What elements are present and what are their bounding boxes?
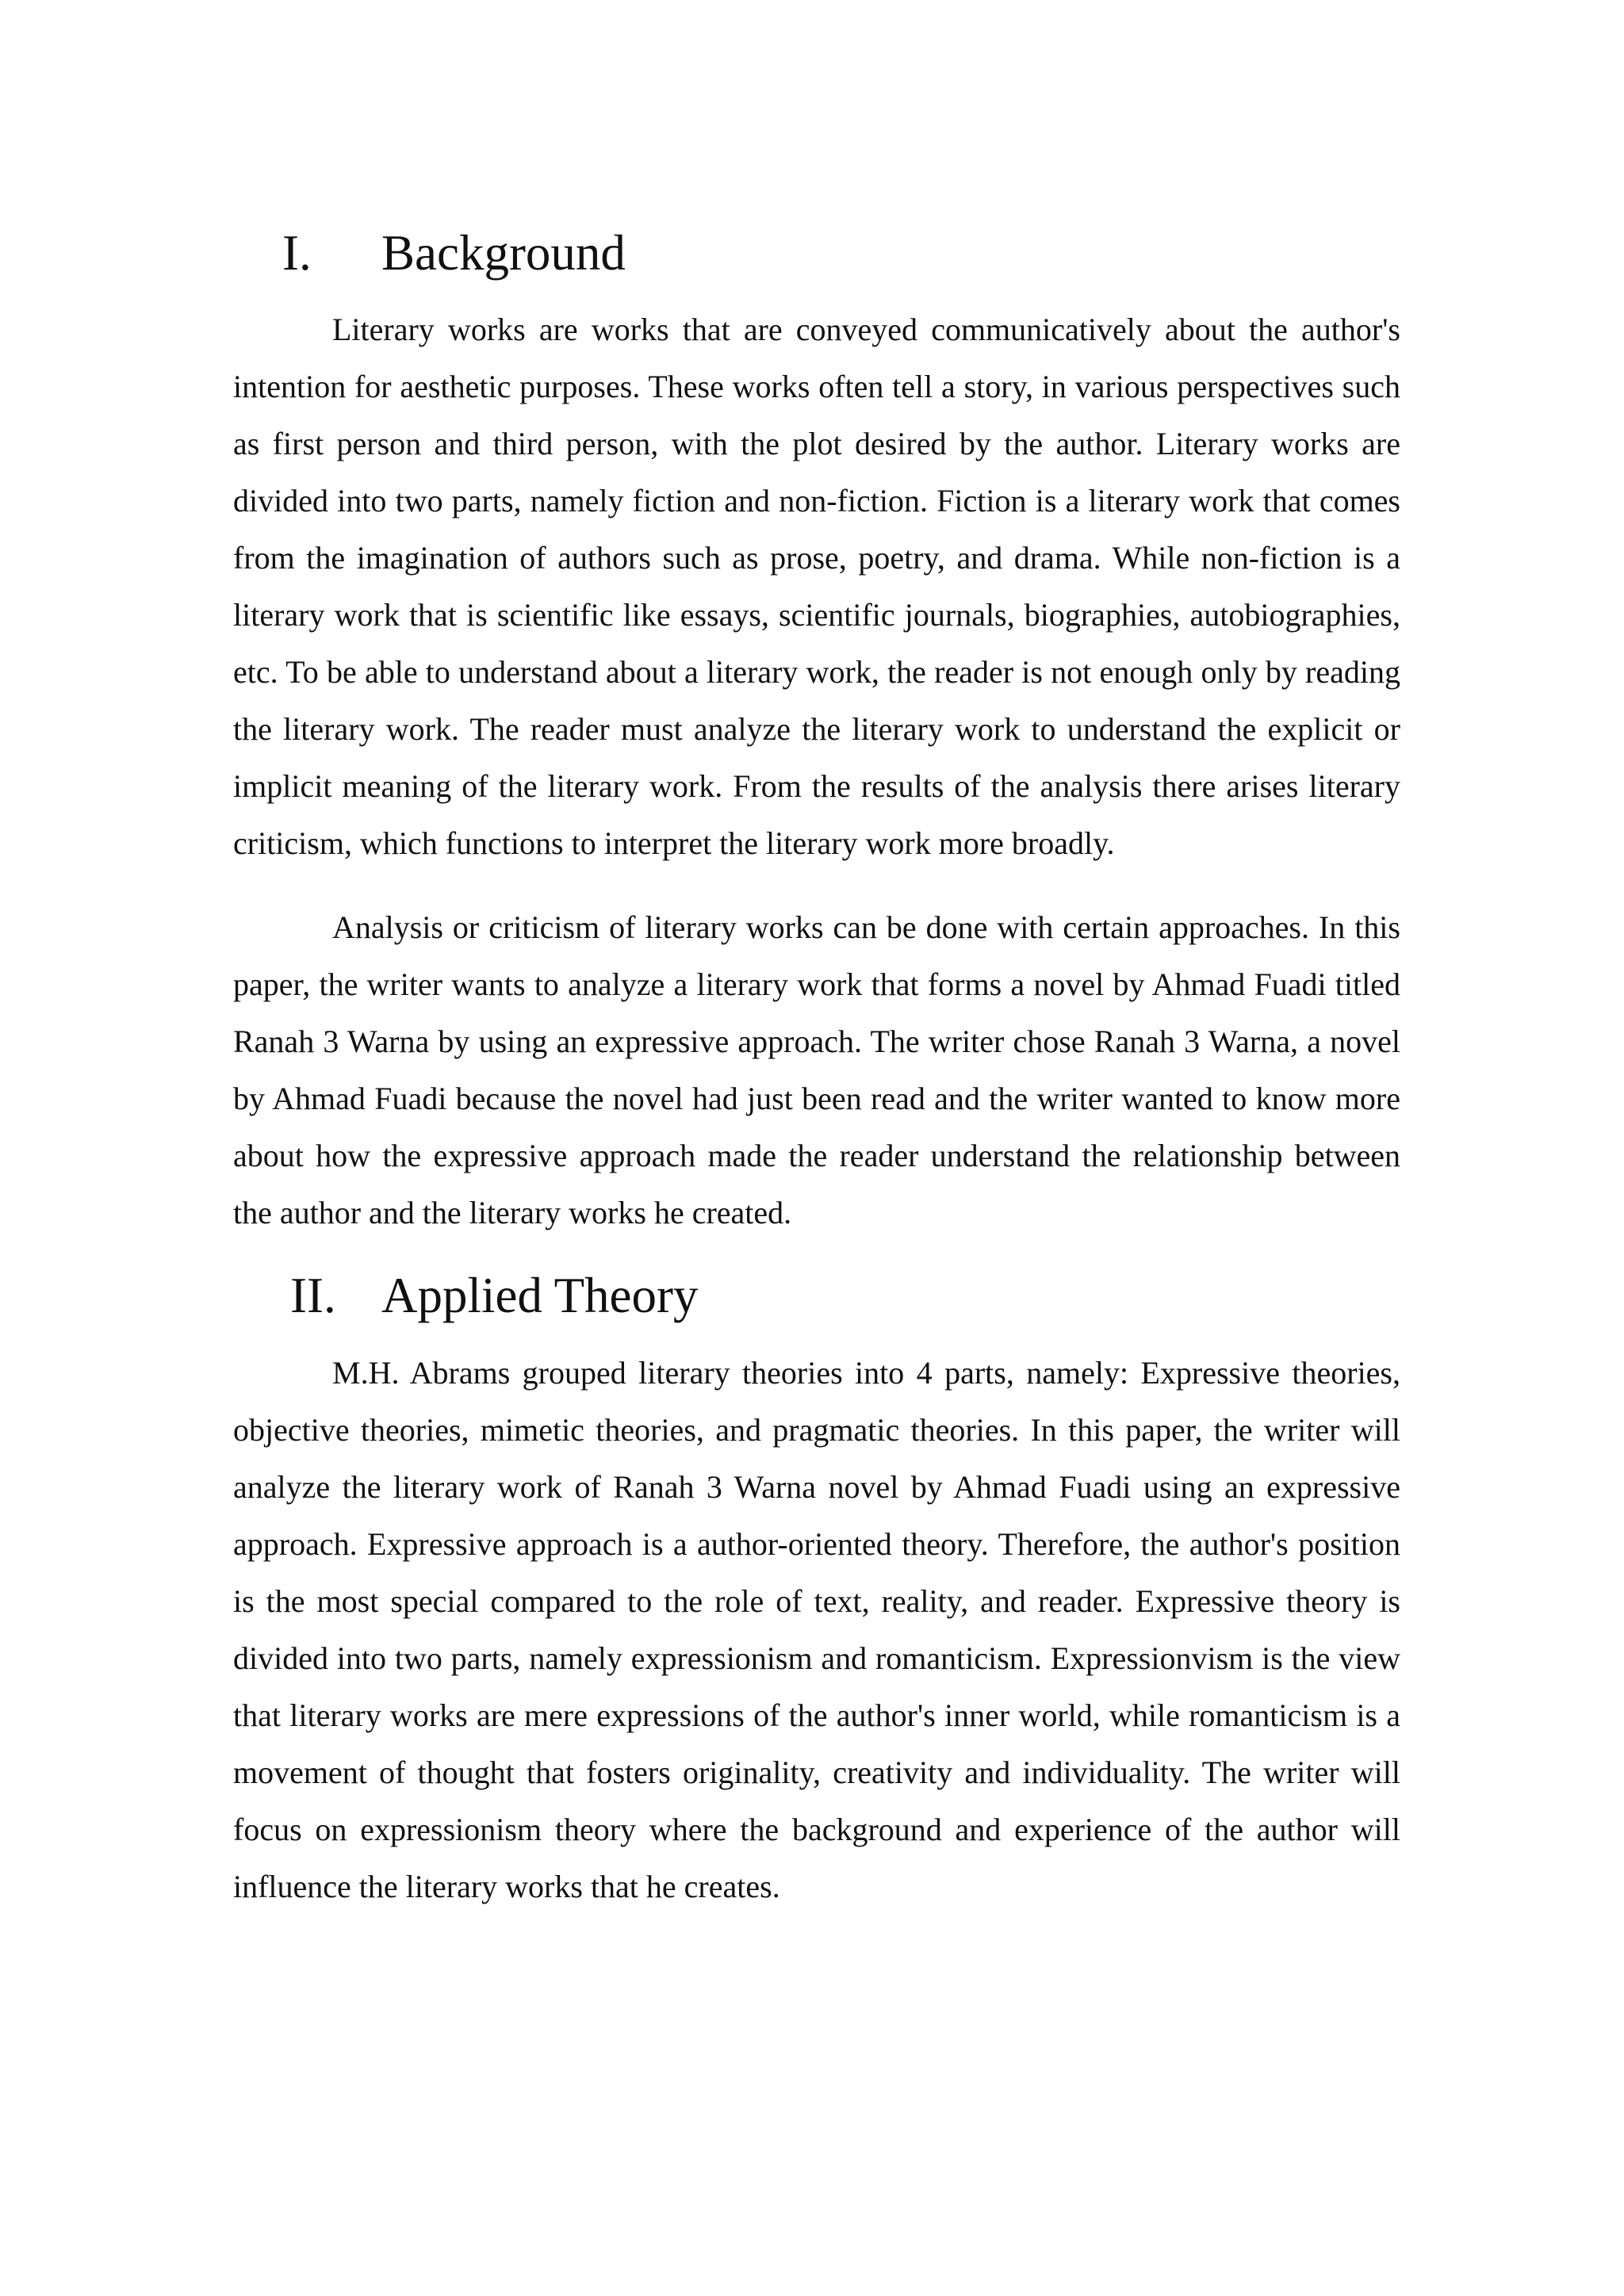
paragraph-applied-theory-1: M.H. Abrams grouped literary theories into 4 parts, namely: Expressive theories, objective theories, mimetic theories, and pragmatic theories. In this paper, the writer will analyze the literary work of Ranah 3 Warna novel by Ahmad Fuadi using an expressive approach. Expressive approach is a author-oriented theory. Therefore, the author's position is the most special compared to the role of text, reality, and reader. Expressive theory is divided into two parts, namely expressionism and romanticism. Expressionvism is the view that literary works are mere expressions of the author's inner world, while romanticism is a movement of thought that fosters originality, creativity and individuality. The writer will focus on expressionism theory where the background and experience of the author will influence the literary works that he creates. bbox=[233, 1354, 1400, 1904]
section-heading-background bbox=[233, 226, 1400, 281]
section-number: I. bbox=[282, 225, 312, 281]
paragraph-background-1: Literary works are works that are conveyed communicatively about the author's intention for aesthetic purposes. These works often tell a story, in various perspectives such as first person and third person, with the plot desired by the author. Literary works are divided into two parts, namely fiction and non-fiction. Fiction is a literary work that comes from the imagination of authors such as prose, poetry, and drama. While non-fiction is a literary work that is scientific like essays, scientific journals, biographies, autobiographies, etc. To be able to understand about a literary work, the reader is not enough only by reading the literary work. The reader must analyze the literary work to understand the explicit or implicit meaning of the literary work. From the results of the analysis there arises literary criticism, which functions to interpret the literary work more broadly. bbox=[233, 312, 1400, 862]
section-title: Applied Theory bbox=[381, 1268, 699, 1324]
section-title: Background bbox=[381, 225, 626, 281]
paragraph-background-2: Analysis or criticism of literary works can be done with certain approaches. In this paper, the writer wants to analyze a literary work that forms a novel by Ahmad Fuadi titled Ranah 3 Warna by using an expressive approach. The writer chose Ranah 3 Warna, a novel by Ahmad Fuadi because the novel had just been read and the writer wanted to know more about how the expressive approach made the reader understand the relationship between the author and the literary works he created. bbox=[233, 909, 1400, 1231]
document-body bbox=[233, 226, 1400, 1942]
section-heading-applied-theory bbox=[233, 1269, 1400, 1323]
section-number: II. bbox=[290, 1268, 336, 1324]
